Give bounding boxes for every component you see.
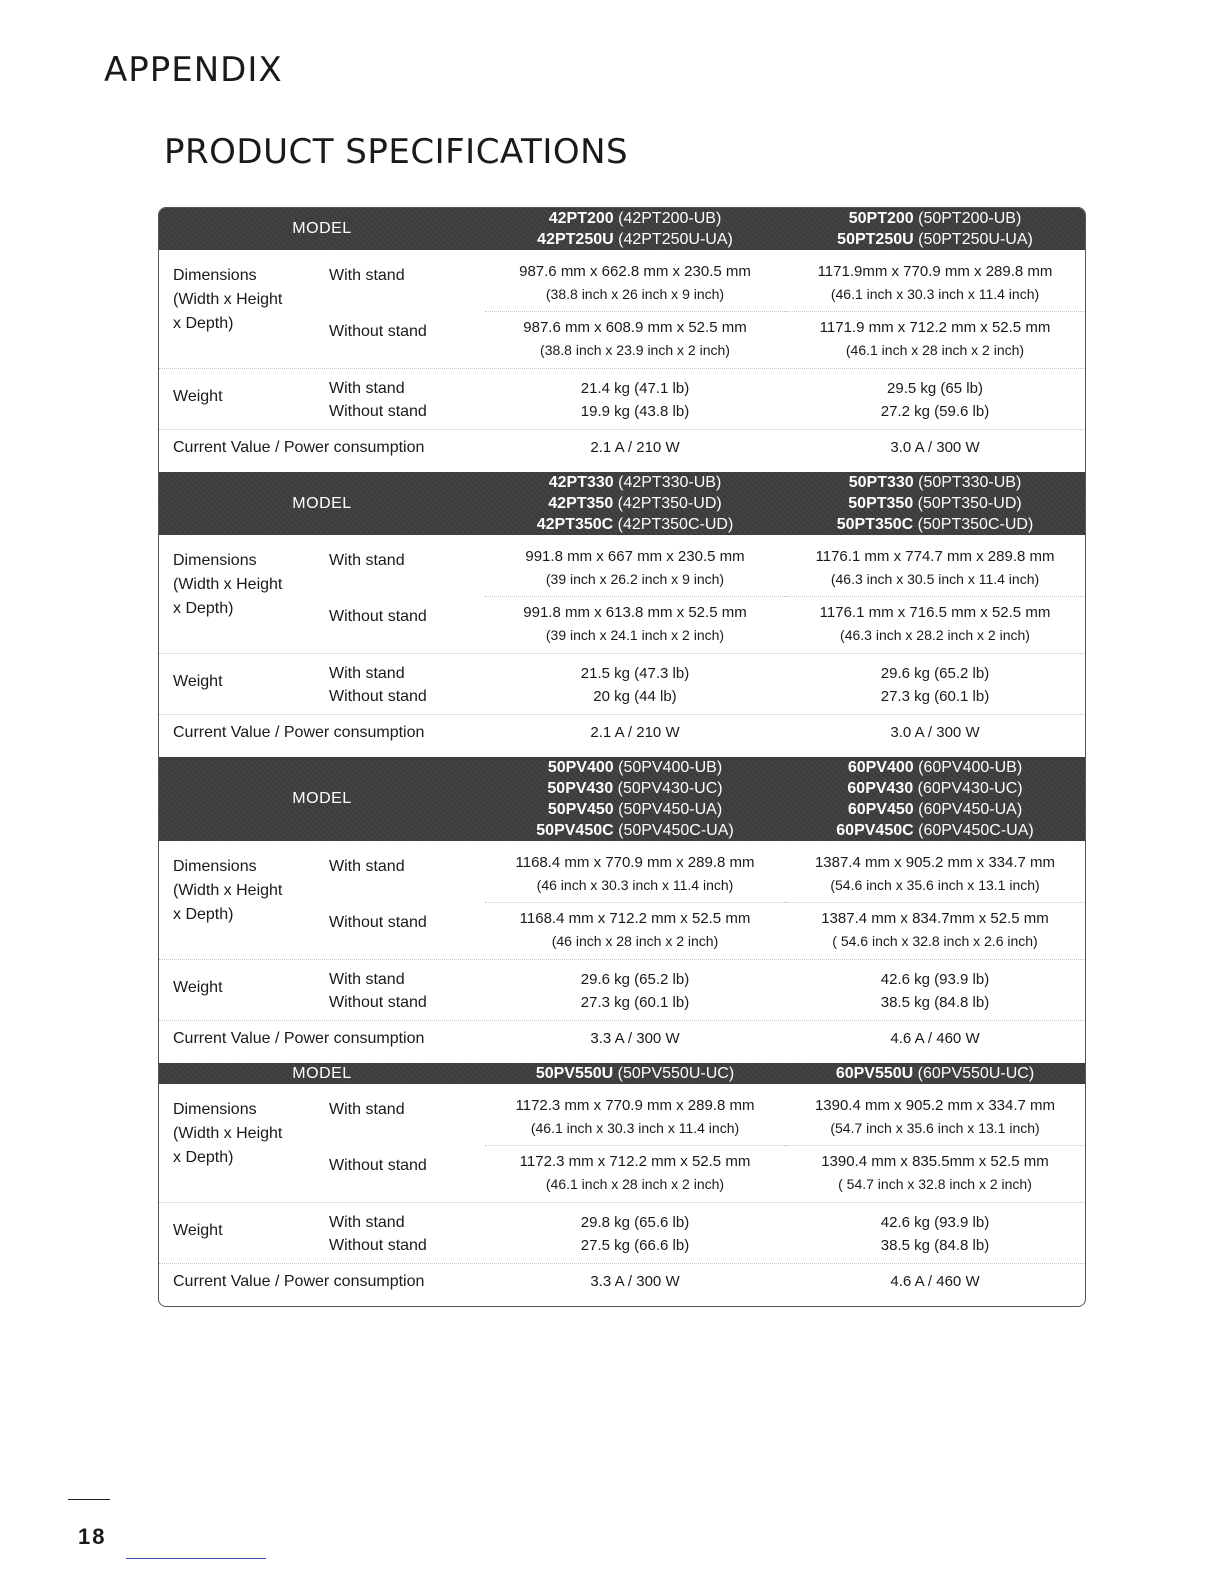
dim-with-stand <box>485 256 785 312</box>
dim-without-stand-inch: (39 inch x 24.1 inch x 2 inch) <box>545 627 725 643</box>
dim-without-stand-mm: 991.8 mm x 613.8 mm x 52.5 mm <box>523 604 747 621</box>
weight-with-stand: 21.5 kg (47.3 lb) <box>580 665 690 682</box>
power-value: 4.6 A / 460 W <box>890 1030 980 1047</box>
dim-with-stand-inch: (39 inch x 26.2 inch x 9 inch) <box>545 571 725 587</box>
model-name <box>548 493 721 514</box>
model-label: MODEL <box>292 1064 352 1082</box>
power-values <box>485 430 1085 466</box>
dim-without-stand-inch: (38.8 inch x 23.9 inch x 2 inch) <box>540 342 730 358</box>
power-value: 3.3 A / 300 W <box>590 1273 680 1290</box>
power-label-col <box>159 1021 485 1057</box>
weight-without-stand: 19.9 kg (43.8 lb) <box>580 403 690 420</box>
with-stand-label: With stand <box>329 380 405 397</box>
dim-without-stand-inch: (46.3 inch x 28.2 inch x 2 inch) <box>840 627 1030 643</box>
dim-without-stand-inch: (46.1 inch x 28 inch x 2 inch) <box>545 1176 725 1192</box>
model-code: (60PV430-UC) <box>913 780 1023 797</box>
model-number: 60PV450C <box>836 822 914 839</box>
dimensions-label: Dimensions (Width x Height x Depth) <box>173 858 283 923</box>
weight-values <box>485 654 1085 714</box>
dim-without-stand-inch: ( 54.7 inch x 32.8 inch x 2 inch) <box>838 1176 1032 1192</box>
weight-value-col <box>485 960 785 1020</box>
dim-with-stand-mm: 1171.9mm x 770.9 mm x 289.8 mm <box>817 263 1053 280</box>
model-cell <box>785 757 1085 841</box>
dimensions-value-col <box>785 847 1085 959</box>
power-values <box>485 1264 1085 1300</box>
weight-values <box>485 960 1085 1020</box>
power-value: 2.1 A / 210 W <box>590 439 680 456</box>
power-label-col <box>159 430 485 466</box>
weight-with-stand: 29.8 kg (65.6 lb) <box>580 1214 690 1231</box>
dimensions-row <box>159 256 1085 369</box>
dim-with-stand <box>785 256 1085 312</box>
model-header-row <box>159 472 1085 535</box>
dim-with-stand-inch: (54.6 inch x 35.6 inch x 13.1 inch) <box>830 877 1040 893</box>
model-name <box>537 229 733 250</box>
weight-row <box>159 960 1085 1021</box>
power-label: Current Value / Power consumption <box>173 1030 425 1047</box>
weight-sublabels <box>329 1203 485 1263</box>
dim-with-stand-inch: (46 inch x 30.3 inch x 11.4 inch) <box>536 877 734 893</box>
dim-with-stand <box>785 1090 1085 1146</box>
dimensions-sublabels <box>329 541 485 653</box>
model-code: (42PT330-UB) <box>613 474 722 491</box>
dim-without-stand-inch: (46 inch x 28 inch x 2 inch) <box>551 933 719 949</box>
weight-sublabels <box>329 960 485 1020</box>
weight-label-col <box>159 369 485 429</box>
model-cell <box>485 208 785 250</box>
power-label: Current Value / Power consumption <box>173 439 425 456</box>
power-value-col <box>785 1021 1085 1057</box>
dim-with-stand-mm: 1168.4 mm x 770.9 mm x 289.8 mm <box>515 854 755 871</box>
weight-value-col <box>485 369 785 429</box>
spec-section-body <box>159 250 1085 472</box>
model-number: 50PT200 <box>848 210 914 227</box>
model-code: (50PV450-UA) <box>613 801 723 818</box>
power-values <box>485 1021 1085 1057</box>
model-number: 42PT250U <box>537 231 614 248</box>
model-code: (50PV550U-UC) <box>613 1065 735 1082</box>
dim-with-stand-mm: 1387.4 mm x 905.2 mm x 334.7 mm <box>814 854 1056 871</box>
power-row <box>159 1021 1085 1057</box>
model-code: (50PT350C-UD) <box>913 516 1034 533</box>
model-code: (50PT200-UB) <box>913 210 1022 227</box>
weight-label-col <box>159 1203 485 1263</box>
dim-without-stand <box>523 312 746 368</box>
weight-label-col <box>159 960 485 1020</box>
model-name <box>836 1063 1034 1084</box>
dim-without-stand-mm: 1176.1 mm x 716.5 mm x 52.5 mm <box>819 604 1051 621</box>
dim-with-stand <box>485 847 785 903</box>
model-name <box>836 820 1033 841</box>
model-number: 50PV450C <box>536 822 614 839</box>
model-code: (60PV450-UA) <box>913 801 1023 818</box>
dim-with-stand <box>785 847 1085 903</box>
power-label-col <box>159 1264 485 1300</box>
weight-without-stand: 27.5 kg (66.6 lb) <box>580 1237 690 1254</box>
power-value: 3.3 A / 300 W <box>590 1030 680 1047</box>
model-name <box>849 472 1022 493</box>
dimensions-label-col <box>159 1090 485 1202</box>
dim-without-stand <box>520 1146 751 1202</box>
spec-section-body <box>159 841 1085 1063</box>
dim-without-stand-mm: 1171.9 mm x 712.2 mm x 52.5 mm <box>819 319 1051 336</box>
dim-without-stand-mm: 987.6 mm x 608.9 mm x 52.5 mm <box>523 319 747 336</box>
power-value-col <box>485 1264 785 1300</box>
model-header-row <box>159 1063 1085 1084</box>
dim-with-stand <box>485 541 785 597</box>
weight-value-col <box>785 1203 1085 1263</box>
dim-with-stand <box>485 1090 785 1146</box>
model-number: 50PV550U <box>535 1065 614 1082</box>
model-name <box>549 208 722 229</box>
dimensions-value-col <box>785 256 1085 368</box>
model-code: (50PT250U-UA) <box>913 231 1033 248</box>
dimensions-values <box>485 541 1085 653</box>
weight-row <box>159 1203 1085 1264</box>
dimensions-value-col <box>485 256 785 368</box>
power-value-col <box>785 430 1085 466</box>
weight-label: Weight <box>173 979 223 996</box>
without-stand-label: Without stand <box>329 608 427 625</box>
model-number: 50PV450 <box>547 801 614 818</box>
without-stand-label: Without stand <box>329 1157 427 1174</box>
weight-without-stand: 20 kg (44 lb) <box>593 688 677 705</box>
power-value-col <box>785 715 1085 751</box>
model-number: 50PT330 <box>848 474 914 491</box>
power-row <box>159 715 1085 751</box>
power-value-col <box>485 430 785 466</box>
weight-label: Weight <box>173 388 223 405</box>
dim-with-stand-inch: (38.8 inch x 26 inch x 9 inch) <box>545 286 725 302</box>
product-specifications-title: PRODUCT SPECIFICATIONS <box>164 132 629 172</box>
model-code: (50PV450C-UA) <box>613 822 734 839</box>
dimensions-value-col <box>785 1090 1085 1202</box>
dimensions-value-col <box>485 1090 785 1202</box>
weight-value-col <box>785 654 1085 714</box>
with-stand-label: With stand <box>329 971 405 988</box>
spec-table <box>158 207 1086 1307</box>
model-code: (50PT330-UB) <box>913 474 1022 491</box>
model-cell <box>785 472 1085 535</box>
model-number: 50PT350C <box>836 516 914 533</box>
dimensions-row <box>159 847 1085 960</box>
model-name <box>849 208 1022 229</box>
weight-without-stand: 27.3 kg (60.1 lb) <box>580 994 690 1011</box>
model-number: 42PT200 <box>548 210 614 227</box>
power-value-col <box>785 1264 1085 1300</box>
spec-section-body <box>159 1084 1085 1306</box>
weight-values <box>485 1203 1085 1263</box>
dim-without-stand <box>523 597 746 653</box>
weight-row <box>159 369 1085 430</box>
dimensions-row <box>159 541 1085 654</box>
model-name <box>549 472 722 493</box>
model-number: 50PT250U <box>837 231 914 248</box>
weight-sublabels <box>329 654 485 714</box>
dim-with-stand-inch: (46.1 inch x 30.3 inch x 11.4 inch) <box>530 1120 740 1136</box>
weight-with-stand: 42.6 kg (93.9 lb) <box>880 1214 990 1231</box>
model-code: (42PT200-UB) <box>613 210 722 227</box>
model-name <box>536 820 733 841</box>
with-stand-label: With stand <box>329 1214 405 1231</box>
page-number: 18 <box>78 1524 107 1549</box>
dim-without-stand <box>820 312 1051 368</box>
power-value: 3.0 A / 300 W <box>890 724 980 741</box>
dimensions-label: Dimensions (Width x Height x Depth) <box>173 552 283 617</box>
power-row <box>159 1264 1085 1300</box>
dimensions-values <box>485 1090 1085 1202</box>
model-name <box>548 757 722 778</box>
model-name <box>847 778 1022 799</box>
model-code: (50PV430-UC) <box>613 780 723 797</box>
model-number: 50PT350 <box>848 495 914 512</box>
weight-without-stand: 38.5 kg (84.8 lb) <box>880 1237 990 1254</box>
weight-value-col <box>485 654 785 714</box>
dim-with-stand-inch: (54.7 inch x 35.6 inch x 13.1 inch) <box>830 1120 1040 1136</box>
model-number: 60PV450 <box>847 801 914 818</box>
weight-with-stand: 21.4 kg (47.1 lb) <box>580 380 690 397</box>
dimensions-label-col <box>159 541 485 653</box>
dimensions-value-col <box>785 541 1085 653</box>
without-stand-label: Without stand <box>329 914 427 931</box>
dim-without-stand-inch: (46.1 inch x 28 inch x 2 inch) <box>845 342 1025 358</box>
dimensions-sublabels <box>329 256 485 368</box>
dim-without-stand <box>821 903 1049 959</box>
dim-without-stand-mm: 1168.4 mm x 712.2 mm x 52.5 mm <box>519 910 751 927</box>
model-code: (60PV550U-UC) <box>913 1065 1035 1082</box>
with-stand-label: With stand <box>329 267 405 284</box>
model-name <box>536 1063 734 1084</box>
model-name <box>837 514 1034 535</box>
weight-sublabels <box>329 369 485 429</box>
model-number: 50PV430 <box>547 780 614 797</box>
model-label: MODEL <box>292 790 352 807</box>
power-row <box>159 430 1085 466</box>
model-name <box>548 799 722 820</box>
dimensions-label-col <box>159 256 485 368</box>
model-cell <box>485 757 785 841</box>
model-number: 42PT350C <box>536 516 614 533</box>
weight-label-col <box>159 654 485 714</box>
model-code: (42PT350-UD) <box>613 495 722 512</box>
dimensions-value-col <box>485 847 785 959</box>
dim-with-stand-inch: (46.1 inch x 30.3 inch x 11.4 inch) <box>830 286 1040 302</box>
model-code: (50PT350-UD) <box>913 495 1022 512</box>
weight-without-stand: 38.5 kg (84.8 lb) <box>880 994 990 1011</box>
weight-values <box>485 369 1085 429</box>
dim-without-stand-mm: 1387.4 mm x 834.7mm x 52.5 mm <box>821 910 1049 927</box>
without-stand-label: Without stand <box>329 403 427 420</box>
weight-value-col <box>785 960 1085 1020</box>
dimensions-sublabels <box>329 1090 485 1202</box>
dim-without-stand-mm: 1172.3 mm x 712.2 mm x 52.5 mm <box>519 1153 751 1170</box>
power-value: 2.1 A / 210 W <box>590 724 680 741</box>
power-values <box>485 715 1085 751</box>
model-name <box>547 778 722 799</box>
without-stand-label: Without stand <box>329 1237 427 1254</box>
model-code: (42PT250U-UA) <box>613 231 733 248</box>
dimensions-label: Dimensions (Width x Height x Depth) <box>173 1101 283 1166</box>
dimensions-label-col <box>159 847 485 959</box>
weight-with-stand: 29.5 kg (65 lb) <box>887 380 983 397</box>
page-number-rule <box>68 1499 110 1500</box>
appendix-heading: APPENDIX <box>104 50 283 90</box>
dim-without-stand <box>520 903 751 959</box>
model-name <box>848 493 1021 514</box>
model-code: (60PV450C-UA) <box>913 822 1034 839</box>
without-stand-label: Without stand <box>329 688 427 705</box>
with-stand-label: With stand <box>329 552 405 569</box>
model-label: MODEL <box>292 220 352 237</box>
without-stand-label: Without stand <box>329 994 427 1011</box>
model-number: 60PV430 <box>847 780 914 797</box>
model-name <box>537 514 734 535</box>
power-value-col <box>485 1021 785 1057</box>
model-number: 42PT330 <box>548 474 614 491</box>
weight-with-stand: 42.6 kg (93.9 lb) <box>880 971 990 988</box>
dimensions-label: Dimensions (Width x Height x Depth) <box>173 267 283 332</box>
without-stand-label: Without stand <box>329 323 427 340</box>
with-stand-label: With stand <box>329 1101 405 1118</box>
dim-with-stand-mm: 987.6 mm x 662.8 mm x 230.5 mm <box>519 263 751 280</box>
model-header-row <box>159 208 1085 250</box>
dimensions-value-col <box>485 541 785 653</box>
model-cell <box>485 472 785 535</box>
model-cell <box>785 1063 1085 1084</box>
weight-with-stand: 29.6 kg (65.2 lb) <box>580 971 690 988</box>
dim-with-stand <box>785 541 1085 597</box>
weight-value-col <box>485 1203 785 1263</box>
power-value: 3.0 A / 300 W <box>890 439 980 456</box>
dimensions-row <box>159 1090 1085 1203</box>
model-name <box>848 757 1022 778</box>
dim-with-stand-mm: 1176.1 mm x 774.7 mm x 289.8 mm <box>815 548 1055 565</box>
weight-row <box>159 654 1085 715</box>
weight-label: Weight <box>173 673 223 690</box>
model-cell <box>785 208 1085 250</box>
model-code: (42PT350C-UD) <box>613 516 734 533</box>
power-label: Current Value / Power consumption <box>173 724 425 741</box>
model-name <box>848 799 1022 820</box>
with-stand-label: With stand <box>329 665 405 682</box>
model-cell <box>485 1063 785 1084</box>
power-label-col <box>159 715 485 751</box>
dimensions-values <box>485 256 1085 368</box>
dim-with-stand-mm: 1172.3 mm x 770.9 mm x 289.8 mm <box>515 1097 755 1114</box>
weight-without-stand: 27.2 kg (59.6 lb) <box>880 403 990 420</box>
weight-value-col <box>785 369 1085 429</box>
model-code: (60PV400-UB) <box>913 759 1023 776</box>
dim-without-stand <box>820 597 1051 653</box>
model-number: 60PV400 <box>847 759 914 776</box>
dim-without-stand-mm: 1390.4 mm x 835.5mm x 52.5 mm <box>821 1153 1049 1170</box>
weight-without-stand: 27.3 kg (60.1 lb) <box>880 688 990 705</box>
weight-label: Weight <box>173 1222 223 1239</box>
model-code: (50PV400-UB) <box>613 759 723 776</box>
dimensions-values <box>485 847 1085 959</box>
model-number: 50PV400 <box>547 759 614 776</box>
dim-without-stand-inch: ( 54.6 inch x 32.8 inch x 2.6 inch) <box>832 933 1038 949</box>
dim-with-stand-inch: (46.3 inch x 30.5 inch x 11.4 inch) <box>830 571 1040 587</box>
footer-rule <box>126 1558 266 1559</box>
model-name <box>837 229 1033 250</box>
spec-section-body <box>159 535 1085 757</box>
power-value: 4.6 A / 460 W <box>890 1273 980 1290</box>
weight-with-stand: 29.6 kg (65.2 lb) <box>880 665 990 682</box>
dim-with-stand-mm: 1390.4 mm x 905.2 mm x 334.7 mm <box>814 1097 1056 1114</box>
dimensions-sublabels <box>329 847 485 959</box>
model-number: 60PV550U <box>835 1065 914 1082</box>
model-header-row <box>159 757 1085 841</box>
model-number: 42PT350 <box>548 495 614 512</box>
dim-without-stand <box>821 1146 1049 1202</box>
power-label: Current Value / Power consumption <box>173 1273 425 1290</box>
with-stand-label: With stand <box>329 858 405 875</box>
dim-with-stand-mm: 991.8 mm x 667 mm x 230.5 mm <box>525 548 745 565</box>
power-value-col <box>485 715 785 751</box>
model-label: MODEL <box>292 494 352 512</box>
